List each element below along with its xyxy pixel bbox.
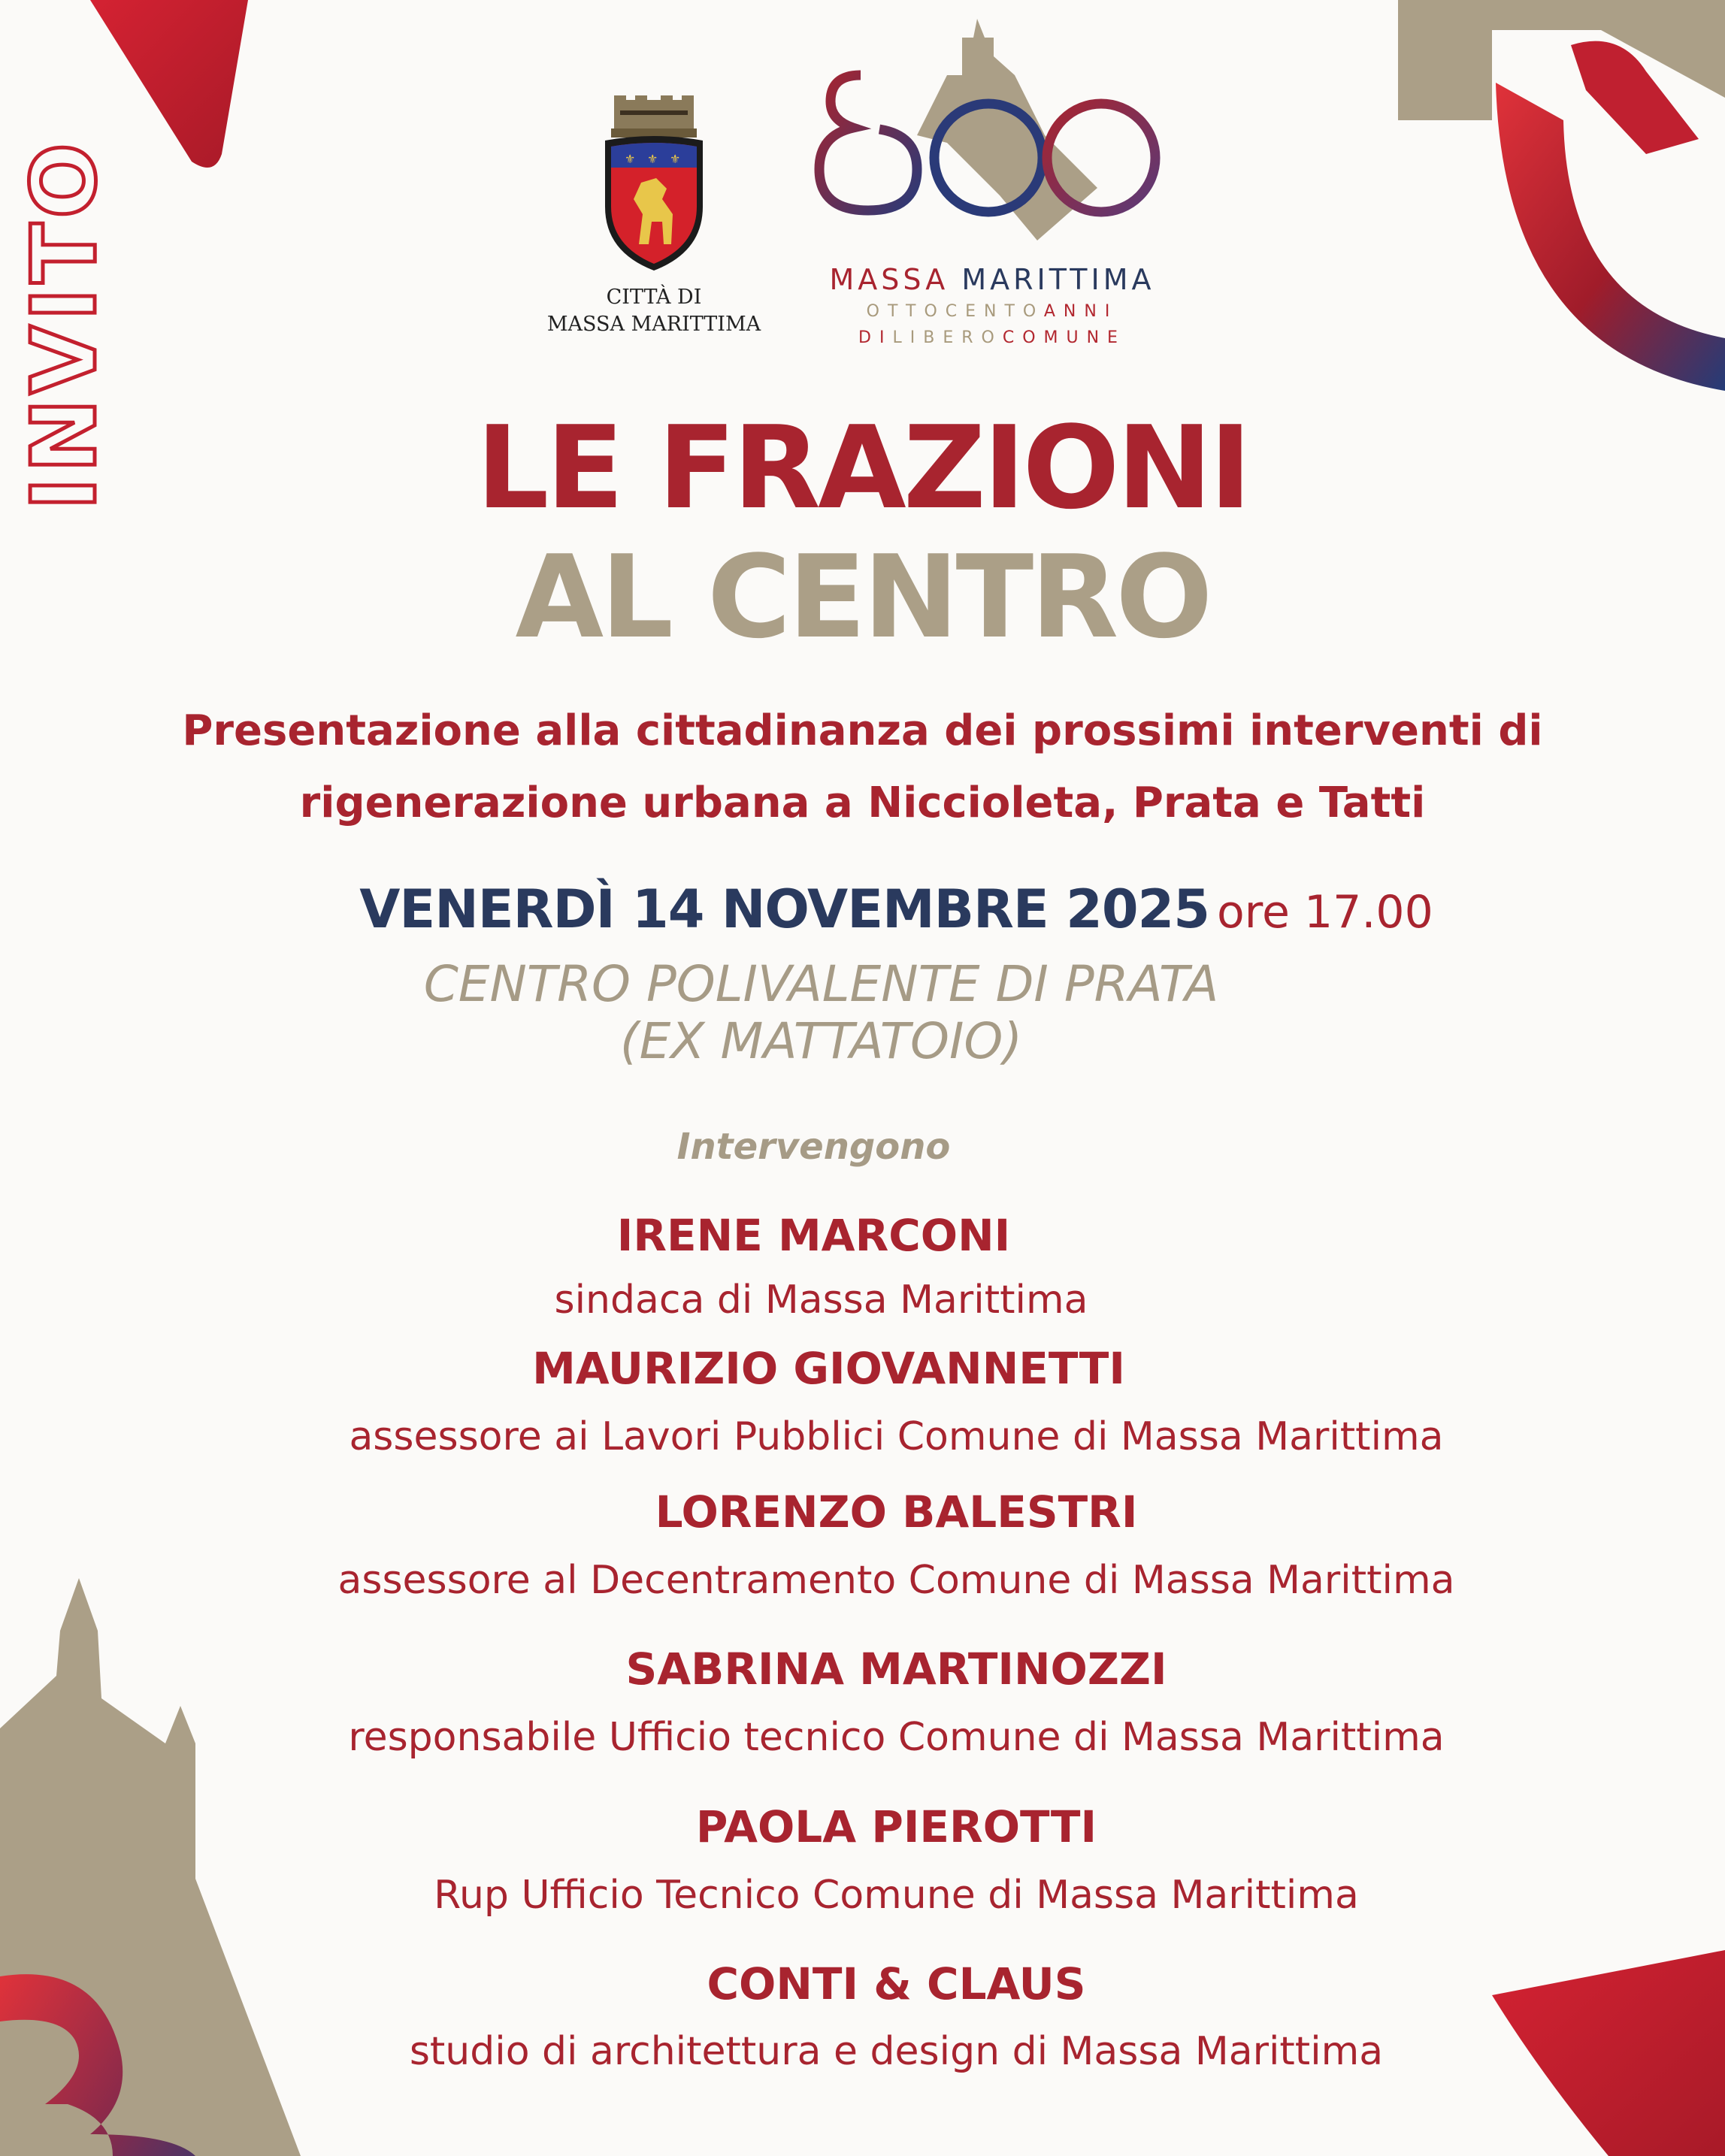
event-date: VENERDÌ 14 NOVEMBRE 2025 xyxy=(359,878,1209,940)
brand-name-part2: MARITTIMA xyxy=(961,263,1155,296)
event-time: ore 17.00 xyxy=(1216,886,1433,939)
brand-tagline-2-part2: LIBERO xyxy=(892,328,1003,347)
city-caption-line1: CITTÀ DI xyxy=(606,286,702,309)
speaker-name: IRENE MARCONI xyxy=(616,1210,1011,1261)
speaker-role: assessore ai Lavori Pubblici Comune di Massa Marittima xyxy=(349,1414,1444,1459)
subtitle xyxy=(0,695,1725,839)
venue-line2: (EX MATTATOIO) xyxy=(619,1012,1023,1070)
coat-of-arms-icon xyxy=(598,94,710,274)
speaker-role: sindaca di Massa Marittima xyxy=(554,1278,1088,1323)
subtitle-line1: Presentazione alla cittadinanza dei prossimi interventi di xyxy=(182,706,1543,755)
event-venue xyxy=(0,956,1725,1070)
speaker-role: responsabile Ufficio tecnico Comune di Massa Marittima xyxy=(348,1715,1445,1760)
city-caption-line2: MASSA MARITTIMA xyxy=(546,313,761,336)
brand-name-part1: MASSA xyxy=(829,263,949,296)
subtitle-line2: rigenerazione urbana a Niccioleta, Prata e Tatti xyxy=(299,779,1426,827)
title-line2: AL CENTRO xyxy=(515,531,1210,664)
speaker-name: MAURIZIO GIOVANNETTI xyxy=(532,1343,1125,1394)
svg-text:⚜: ⚜ xyxy=(647,152,658,166)
800-logo-icon xyxy=(797,15,1188,248)
event-datetime xyxy=(0,875,1725,946)
speaker-name: CONTI & CLAUS xyxy=(707,1958,1086,2009)
brand-name xyxy=(797,263,1188,296)
speaker-name: SABRINA MARTINOZZI xyxy=(625,1643,1167,1695)
svg-text:⚜: ⚜ xyxy=(625,152,636,166)
top-right-tower xyxy=(1398,0,1725,120)
brand-tagline-1 xyxy=(797,302,1188,321)
brand-tagline-1-part1: OTTOCENTO xyxy=(866,302,1044,321)
svg-text:⚜: ⚜ xyxy=(670,152,681,166)
speakers-heading: Intervengono xyxy=(676,1126,951,1168)
title-line1: LE FRAZIONI xyxy=(476,401,1249,534)
brand-tagline-2 xyxy=(797,328,1188,347)
speaker-role: studio di architettura e design di Massa Marittima xyxy=(409,2029,1384,2074)
speaker-role: assessore al Decentramento Comune di Massa Marittima xyxy=(337,1558,1455,1603)
speaker-name: LORENZO BALESTRI xyxy=(655,1486,1138,1538)
speaker-name: PAOLA PIEROTTI xyxy=(695,1801,1097,1852)
speaker-role: Rup Ufficio Tecnico Comune di Massa Marittima xyxy=(434,1873,1359,1918)
city-caption xyxy=(526,284,782,338)
invito-label: INVITO xyxy=(12,138,116,510)
venue-line1: CENTRO POLIVALENTE DI PRATA xyxy=(423,955,1219,1013)
brand-tagline-2-part1: DI xyxy=(858,328,893,347)
brand-tagline-2-part3: COMUNE xyxy=(1002,328,1126,347)
brand-tagline-1-part2: ANNI xyxy=(1043,302,1118,321)
